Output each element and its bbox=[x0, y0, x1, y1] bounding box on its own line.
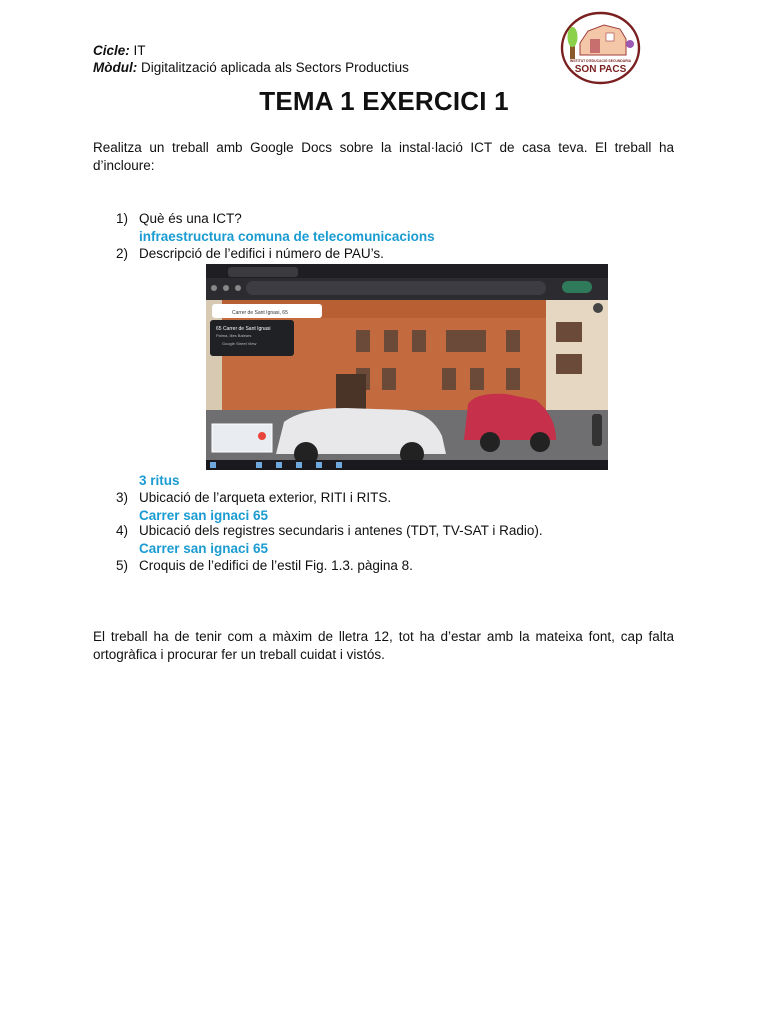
list-item-text: Ubicació dels registres secundaris i antenes (TDT, TV-SAT i Radio). bbox=[139, 523, 543, 538]
list-item-text: Ubicació de l’arqueta exterior, RITI i RITS. bbox=[139, 490, 392, 505]
list-item-5 bbox=[116, 557, 413, 574]
cicle-line bbox=[93, 42, 409, 59]
cicle-label: Cicle: bbox=[93, 43, 130, 58]
map-card-title: 65 Carrer de Sant Ignasi bbox=[216, 326, 271, 332]
list-item-number: 4) bbox=[116, 523, 129, 538]
list-item-2 bbox=[116, 245, 384, 262]
list-item-number: 5) bbox=[116, 558, 129, 573]
list-item-number: 1) bbox=[116, 211, 129, 226]
modul-value: Digitalització aplicada als Sectors Productius bbox=[141, 60, 409, 75]
list-item-3 bbox=[116, 489, 391, 506]
closing-paragraph: El treball ha de tenir com a màxim de lletra 12, tot ha d’estar amb la mateixa font, cap falta ortogràfica i procurar fer un treball cuidat i vistós. bbox=[93, 629, 674, 662]
list-item-text: Croquis de l’edifici de l’estil Fig. 1.3. pàgina 8. bbox=[139, 558, 413, 573]
school-logo bbox=[560, 11, 641, 85]
map-card-label: Google Street View bbox=[222, 341, 257, 346]
modul-label: Mòdul: bbox=[93, 60, 138, 75]
map-search-text: Carrer de Sant Ignasi, 65 bbox=[232, 310, 288, 316]
list-item-text: Descripció de l’edifici i número de PAU’s. bbox=[139, 246, 384, 261]
list-item-text: Què és una ICT? bbox=[139, 211, 242, 226]
street-view-screenshot bbox=[206, 264, 608, 470]
page-title: TEMA 1 EXERCICI 1 bbox=[259, 86, 509, 116]
list-item-4 bbox=[116, 522, 543, 539]
list-item-number: 3) bbox=[116, 490, 129, 505]
street-view-image bbox=[206, 264, 608, 470]
logo-name: SON PACS bbox=[574, 64, 627, 75]
list-item-number: 2) bbox=[116, 246, 129, 261]
answer-1: infraestructura comuna de telecomunicacions bbox=[139, 229, 435, 244]
answer-3: Carrer san ignaci 65 bbox=[139, 508, 269, 523]
map-card-subtitle: Palma, Illes Balears bbox=[216, 333, 252, 338]
intro-paragraph: Realitza un treball amb Google Docs sobre la instal·lació ICT de casa teva. El treball ha d’incloure: bbox=[93, 140, 674, 173]
cicle-value: IT bbox=[133, 43, 146, 58]
header-block bbox=[93, 42, 409, 76]
answer-4: Carrer san ignaci 65 bbox=[139, 541, 269, 556]
modul-line bbox=[93, 59, 409, 76]
list-item-1 bbox=[116, 210, 242, 227]
answer-2: 3 ritus bbox=[139, 473, 180, 488]
logo-top-text: INSTITUT D'EDUCACIÓ SECUNDÀRIA bbox=[569, 59, 632, 63]
